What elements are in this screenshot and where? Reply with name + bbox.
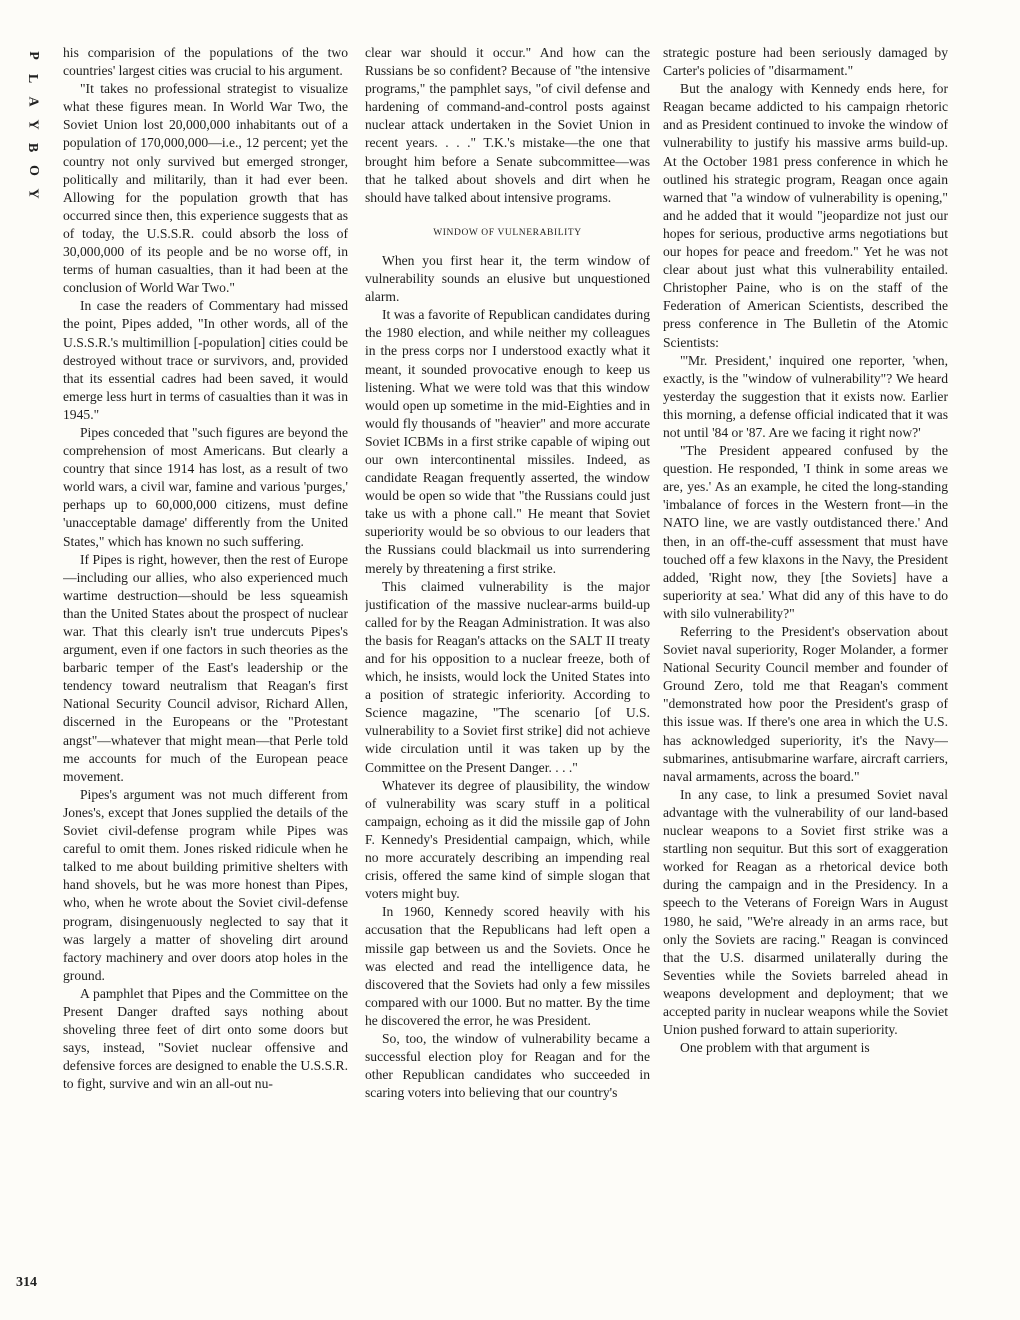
paragraph: In case the readers of Commentary had missed the point, Pipes added, "In other words, all of the U.S.S.R.'s multimillion [-population] cities could be destroyed without trace or survivors, and, provided that its essential cadres had been saved, it would emerge less hurt in terms of casualties than it was in 1945." [63, 298, 348, 422]
paragraph: Referring to the President's observation about Soviet naval superiority, Roger Molander, a former National Security Council member and founder of Ground Zero, told me that Reagan's comment "demonstrated how poor the President's grasp of this issue was. If there's one area in which the U.S. has acknowledged superiority, it's the Navy—submarines, antisubmarine warfare, aircraft carriers, naval armaments, across the board." [663, 624, 948, 784]
paragraph: This claimed vulnerability is the major justification of the massive nuclear-arms build-up called for by the Reagan Administration. It was also the basis for Reagan's attacks on the SALT II treaty and for his opposition to a nuclear freeze, both of which, he insists, would lock the United States into a position of strategic inferiority. According to Science magazine, "The scenario [of U.S. vulnerability to a Soviet first strike] did not achieve wide circulation until it was taken up by the Committee on the Present Danger. . . ." [365, 578, 650, 775]
masthead-letter: B [25, 142, 41, 153]
paragraph: his comparision of the populations of the two countries' largest cities was crucial to his argument. [63, 45, 348, 79]
text-column-3 [663, 44, 948, 1306]
paragraph: "It takes no professional strategist to visualize what these figures mean. In World War Two, the Soviet Union lost 20,000,000 inhabitants out of a population of 170,000,000—i.e., 12 percent; yet the country not only survived but emerged stronger, politically and militarily, than it had ever been. Allowing for the population growth that has occurred since then, this experience suggests that as of today, the U.S.S.R. could absorb the loss of 30,000,000 of its people and be no worse off, in terms of human casualties, than it had been at the conclusion of World War Two." [63, 81, 348, 296]
paragraph: So, too, the window of vulnerability became a successful election ploy for Reagan and for the other Republican candidates who succeeded in scaring voters into believing that our country's [365, 1030, 650, 1101]
masthead-letter: P [25, 51, 41, 60]
page-number: 314 [16, 1275, 37, 1290]
masthead-letter: A [25, 96, 41, 107]
paragraph: clear war should it occur." And how can the Russians be so confident? Because of "the intensive programs," the pamphlet says, "of civil defense and hardening of command-and-control posts against nuclear attack undertaken in the Soviet Union in recent years. . . ." T.K.'s mistake—the one that brought him before a Senate subcommittee—was that he talked about shovels and dirt when he should have talked about intensive programs. [365, 45, 650, 205]
paragraph: Pipes conceded that "such figures are beyond the comprehension of most Americans. But clearly a country that since 1914 has lost, as a result of two world wars, a civil war, famine and various 'purges,' perhaps up to 60,000,000 citizens, must define 'unacceptable damage' differently from the United States," which has known no such suffering. [63, 424, 348, 549]
paragraph: In 1960, Kennedy scored heavily with his accusation that the Republicans had left open a missile gap between us and the Soviets. Once he was elected and read the intelligence data, he discovered that the Soviets had only a few missiles compared with our 1000. But no matter. By the time he discovered the error, he was President. [365, 904, 650, 1028]
text-column-2 [365, 44, 650, 1306]
paragraph: Pipes's argument was not much different from Jones's, except that Jones supplied the details of the Soviet civil-defense program while Pipes was careful to omit them. Jones risked ridicule when he talked to me about building primitive shelters with hand shovels, but he was more honest than Pipes, who, when he wrote about the Soviet civil-defense program, disingenuously neglected to say that it was largely a matter of shoveling dirt around factory machinery and over doors atop holes in the ground. [63, 786, 348, 983]
paragraph: "'Mr. President,' inquired one reporter, 'when, exactly, is the "window of vulnerability"? We heard yesterday the suggestion that it exists now. Earlier this morning, a defense official indicated that it was not until '84 or '87. Are we facing it right now?' [663, 352, 948, 440]
paragraph: It was a favorite of Republican candidates during the 1980 election, and while neither my colleagues in the press corps nor I understood exactly what it meant, it sounded provocative enough to keep us listening. What we were told was that this window would open up sometime in the mid-Eighties and in would fly thousands of "heavier" and more accurate Soviet ICBMs in a first strike capable of wiping out our own intercontinental missiles. Indeed, as candidate Reagan frequently asserted, the window would be open so wide that "the Russians could just take us with a phone call." He meant that Soviet superiority would be so obvious to our leaders that the Russians could blackmail us into surrendering merely by threatening a first strike. [365, 307, 650, 576]
masthead-letter: Y [25, 119, 41, 130]
paragraph: But the analogy with Kennedy ends here, for Reagan became addicted to his campaign rhetoric and as President continued to invoke the window of vulnerability to justify his massive arms build-up. At the October 1981 press conference in which he outlined his strategic program, Reagan once again warned that "a window of vulnerability is opening," and he added that it would "jeopardize not just our hopes for serious, productive arms negotiations but our hopes for peace and freedom." Yet he was not clear about just what this vulnerability entailed. Christopher Paine, who is on the staff of the Federation of American Scientists, described the press conference in The Bulletin of the Atomic Scientists: [663, 81, 948, 350]
paragraph: Whatever its degree of plausibility, the window of vulnerability was scary stuff in a political campaign, echoing as it did the missile gap of John F. Kennedy's Presidential campaign, which, while no more accurately describing an impending real crisis, offered the same kind of simple slogan that voters might buy. [365, 777, 650, 902]
paragraph: A pamphlet that Pipes and the Committee on the Present Danger drafted says nothing about shoveling three feet of dirt onto some doors but says, instead, "Soviet nuclear offensive and defensive forces are designed to enable the U.S.S.R. to fight, survive and win an all-out nu- [63, 985, 348, 1092]
paragraph: If Pipes is right, however, then the rest of Europe—including our allies, who also experienced much wartime destruction—should be less squeamish than the United States about the prospect of nuclear war. That this clearly isn't true undercuts Pipes's argument, even if one factors in such theories as the barbaric temper of the East's leadership or the tendency toward neutralism that Reagan's first National Security Council advisor, Richard Allen, discerned in the Europeans or the "Protestant angst"—whatever that might mean—that Perle told me accounts for much of the European peace movement. [63, 551, 348, 784]
paragraph: strategic posture had been seriously damaged by Carter's policies of "disarmament." [663, 45, 948, 79]
paragraph: When you first hear it, the term window of vulnerability sounds an elusive but unquestioned alarm. [365, 252, 650, 305]
paragraph: "The President appeared confused by the question. He responded, 'I think in some areas we are, yes.' As an example, he cited the long-standing 'imbalance of forces in the Western front—in the NATO line, we are vastly outdistanced there.' And then, in an off-the-cuff assessment that must have touched off a few klaxons in the Navy, the President added, 'Right now, they [the Soviets] have a superiority at sea.' What did any of this have to do with silo vulnerability?" [663, 443, 948, 621]
masthead-letter: Y [25, 188, 41, 199]
paragraph: One problem with that argument is [680, 1040, 870, 1056]
text-column-1 [63, 44, 348, 1306]
masthead-letter: L [25, 73, 41, 84]
paragraph: In any case, to link a presumed Soviet naval advantage with the vulnerability of our land-based nuclear weapons to a Soviet first strike was a startling non sequitur. But this sort of exaggeration worked for Reagan as a rhetorical device both during the campaign and in the Presidency. In a speech to the Veterans of Foreign Wars in August 1980, he said, "We're already in an arms race, but only the Soviets are racing." Reagan is convinced that the U.S. disarmed unilaterally during the Seventies while the Soviets barreled ahead in weapons development and deployment; that we accepted parity in nuclear weapons while the Soviet Union pushed forward to attain superiority. [663, 786, 948, 1038]
masthead [22, 44, 44, 205]
masthead-letter: O [25, 165, 41, 176]
section-heading: WINDOW OF VULNERABILITY [433, 227, 582, 238]
